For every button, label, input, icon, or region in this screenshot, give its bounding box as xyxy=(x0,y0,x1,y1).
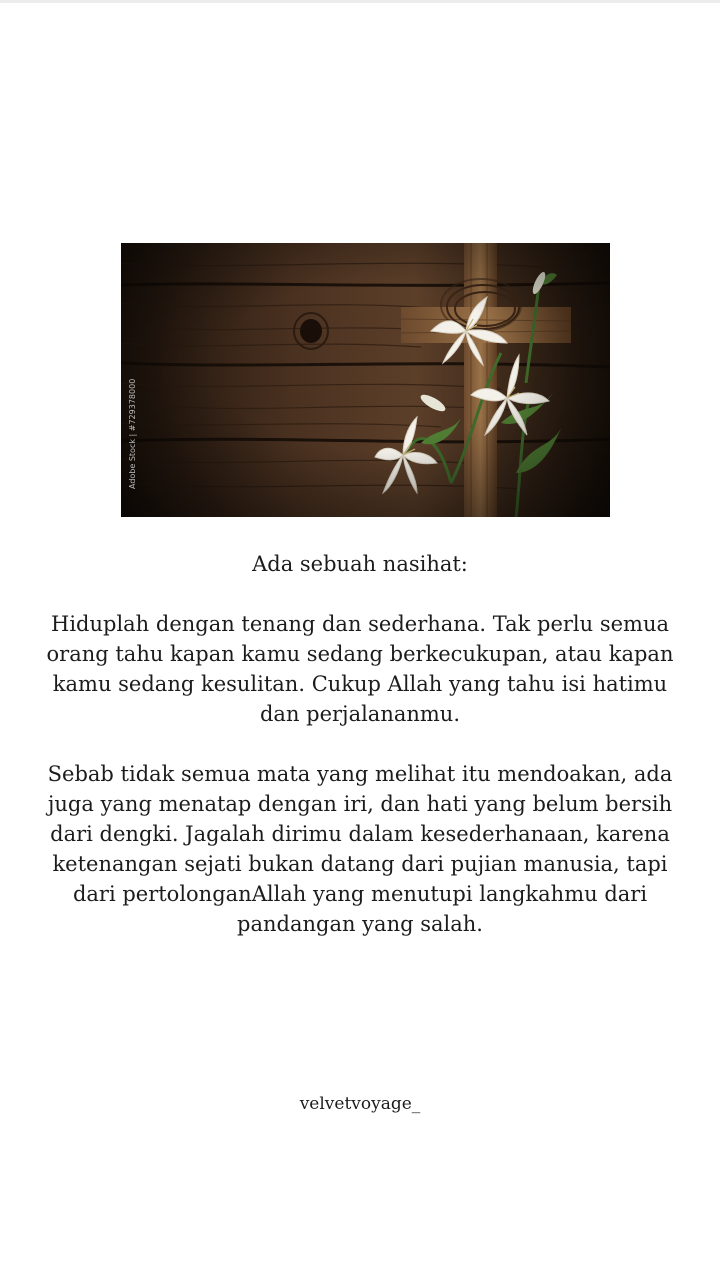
post-image[interactable] xyxy=(121,243,610,517)
post-caption xyxy=(40,549,680,939)
caption-paragraph-2: Sebab tidak semua mata yang melihat itu mendoakan, ada juga yang menatap dengan iri, dan hati yang belum bersih dari dengki. Jagalah dirimu dalam kesederhanaan, karena ketenangan sejati bukan datang dari pujian manusia, tapi dari pertolonganAllah yang menutupi langkahmu dari pandangan yang salah. xyxy=(47,762,673,936)
top-divider xyxy=(0,0,720,3)
author-username[interactable]: velvetvoyage_ xyxy=(299,1094,421,1114)
caption-heading: Ada sebuah nasihat: xyxy=(252,552,468,576)
cross-lilies-illustration xyxy=(121,243,610,517)
caption-paragraph-1: Hiduplah dengan tenang dan sederhana. Tak perlu semua orang tahu kapan kamu sedang berkecukupan, atau kapan kamu sedang kesulitan. Cukup Allah yang tahu isi hatimu dan perjalananmu. xyxy=(46,612,674,726)
image-watermark: Adobe Stock | #729378000 xyxy=(128,378,137,489)
